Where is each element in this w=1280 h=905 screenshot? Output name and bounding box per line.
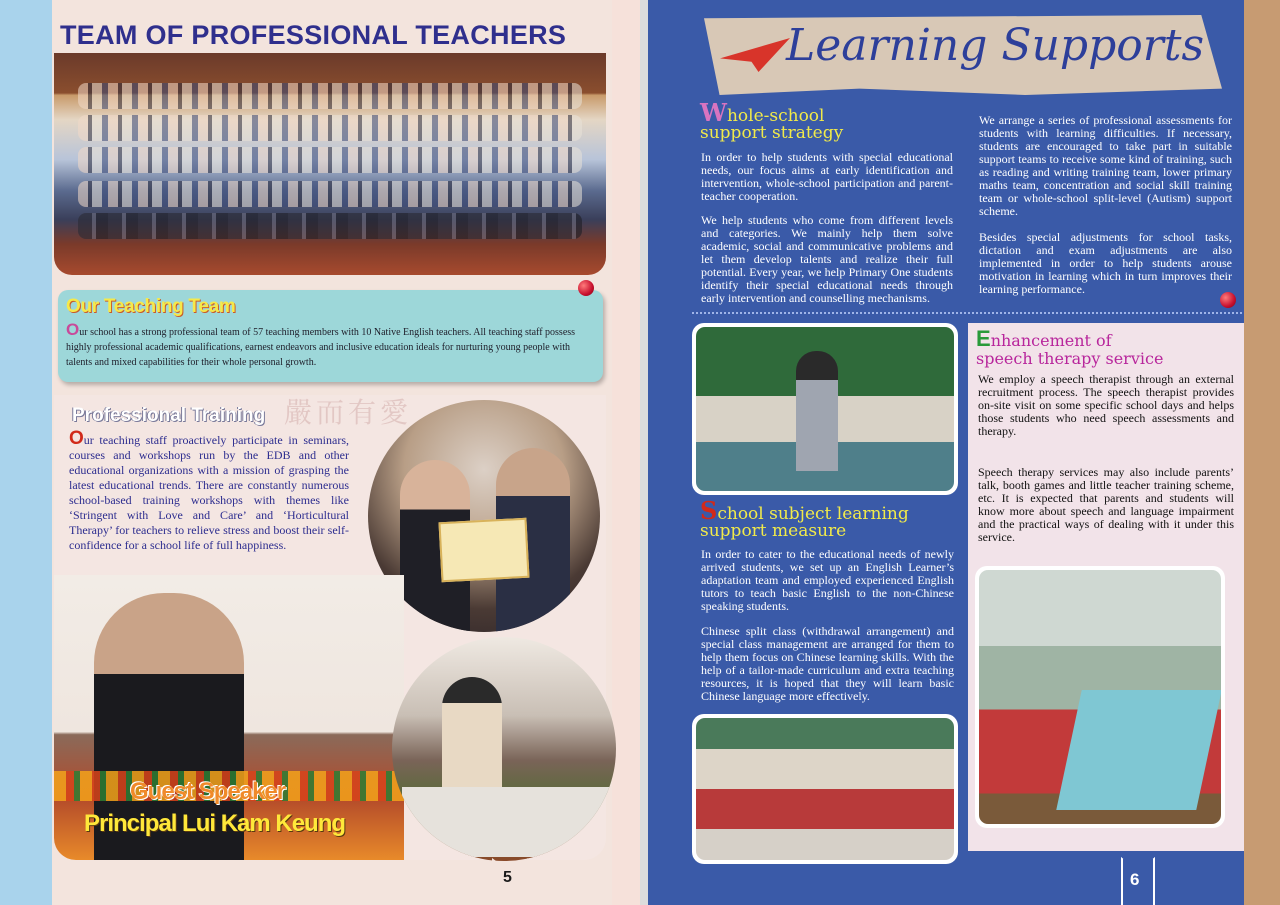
right-decor-strip [1244, 0, 1280, 905]
page-gutter [640, 0, 648, 905]
school-subject-para2: Chinese split class (withdrawal arrangement) and special class management are arranged for them to help them focus on Chinese learning skills. With the help of a tailor-made curriculum and extra teaching resources, it is hoped that they will learn basic Chinese language more effectively. [701, 624, 954, 703]
photo-row [78, 147, 582, 173]
heading-line2: support strategy [700, 123, 844, 143]
pushpin-icon [578, 280, 594, 296]
teacher-figure [796, 351, 838, 471]
slogan-watermark: 嚴而有愛 [284, 396, 413, 429]
dropcap: E [976, 326, 991, 351]
split-class-photo [692, 714, 958, 864]
photo-row [78, 213, 582, 239]
page-title-teachers: TEAM OF PROFESSIONAL TEACHERS [60, 20, 567, 50]
left-decor-strip [0, 0, 52, 905]
teaching-team-text [66, 322, 596, 370]
school-subject-para1: In order to cater to the educational needs of newly arrived students, we set up an English Learner’s adaptation team and employed experienced English tutors to teach basic English to the non-Chinese speaking students. [701, 547, 954, 613]
speech-therapy-photo [975, 566, 1225, 828]
left-page-edge [612, 0, 640, 905]
therapy-table [1056, 690, 1221, 810]
teaching-team-body: ur school has a strong professional team of 57 teaching members with 10 Native English teachers. All teaching staff possess highly professional academic qualifications, earnest endeavors and inclusive education ideals for nurturing young people with talents and mixed capabilities for their whole personal growth. [66, 327, 576, 368]
speech-therapy-para1: We employ a speech therapist through an external recruitment process. The speech therapist provides on-site visit on some specific school days and helps those students who need speech assessments and therapy. [978, 372, 1234, 438]
photo-row [78, 181, 582, 207]
right-page [648, 0, 1280, 905]
pushpin-icon [1220, 292, 1236, 308]
speech-therapy-para2: Speech therapy services may also include parents’ talk, booth games and little teacher training scheme, etc. It is expected that parents and students will know more about speech and language impairment and the practical ways of dealing with it under this service. [978, 465, 1234, 544]
heading-line1: hole-school [726, 106, 825, 126]
dropcap: W [700, 98, 727, 127]
heading-line2: support measure [700, 521, 847, 541]
heading-line1: chool subject learning [717, 504, 909, 524]
teaching-team-heading: Our Teaching Team [66, 296, 236, 317]
group-photo [54, 53, 606, 275]
assessments-para1: We arrange a series of professional assessments for students with learning difficulties. If necessary, students are encouraged to take part in suitable support teams to receive some kind of training, such as reading and writing training team, lower primary maths team, concentration and social skill training team or whole-school split-level (Autism) support scheme. [979, 113, 1232, 218]
whole-school-heading [700, 98, 844, 143]
training-heading: Professional Training [72, 405, 266, 426]
guest-speaker-label: Guest Speaker [130, 778, 286, 805]
section-divider [692, 312, 1242, 314]
workshop-photo [392, 637, 616, 861]
page-number: 6 [1130, 870, 1140, 889]
speech-therapy-heading [976, 326, 1164, 368]
heading-line2: speech therapy service [976, 349, 1164, 368]
training-body: ur teaching staff proactively participate in seminars, courses and workshops run by the EDB and other educational organizations with a mission of grasping the latest educational trends. There are constantly numerous school-based training workshops with themes like ‘Stringent with Love and Care’ and ‘Horticultural Therapy’ for teachers to relieve stress and boost their self-confidence for a school life of full happiness. [69, 433, 349, 552]
school-subject-heading [700, 496, 909, 541]
certificate [438, 518, 529, 583]
dropcap: S [700, 496, 718, 525]
photo-row [78, 115, 582, 141]
assessments-para2: Besides special adjustments for school tasks, dictation and exam adjustments are also implemented in order to help students arouse motivation in learning which in turn improves their learning performance. [979, 230, 1232, 296]
guest-speaker-name: Principal Lui Kam Keung [84, 810, 346, 837]
photo-row [78, 83, 582, 109]
page-number: 5 [503, 869, 512, 886]
classroom-photo [692, 323, 958, 495]
whole-school-para1: In order to help students with special educational needs, our focus aims at early identification and intervention, whole-school participation and parent-teacher cooperation. [701, 150, 953, 203]
training-text [69, 428, 349, 553]
teaching-team-box [58, 290, 603, 382]
dropcap: O [69, 428, 84, 449]
page-title-learning-supports: Learning Supports [786, 20, 1205, 71]
workshop-table [402, 787, 612, 857]
dropcap: O [66, 320, 80, 339]
whole-school-para2: We help students who come from different levels and categories. We mainly help them solve academic, social and communicative problems and let them develop talents and realize their full potential. Every year, we help Primary One students identify their special educational needs through early intervention and counselling mechanisms. [701, 213, 953, 305]
heading-line1: nhancement of [990, 331, 1112, 350]
